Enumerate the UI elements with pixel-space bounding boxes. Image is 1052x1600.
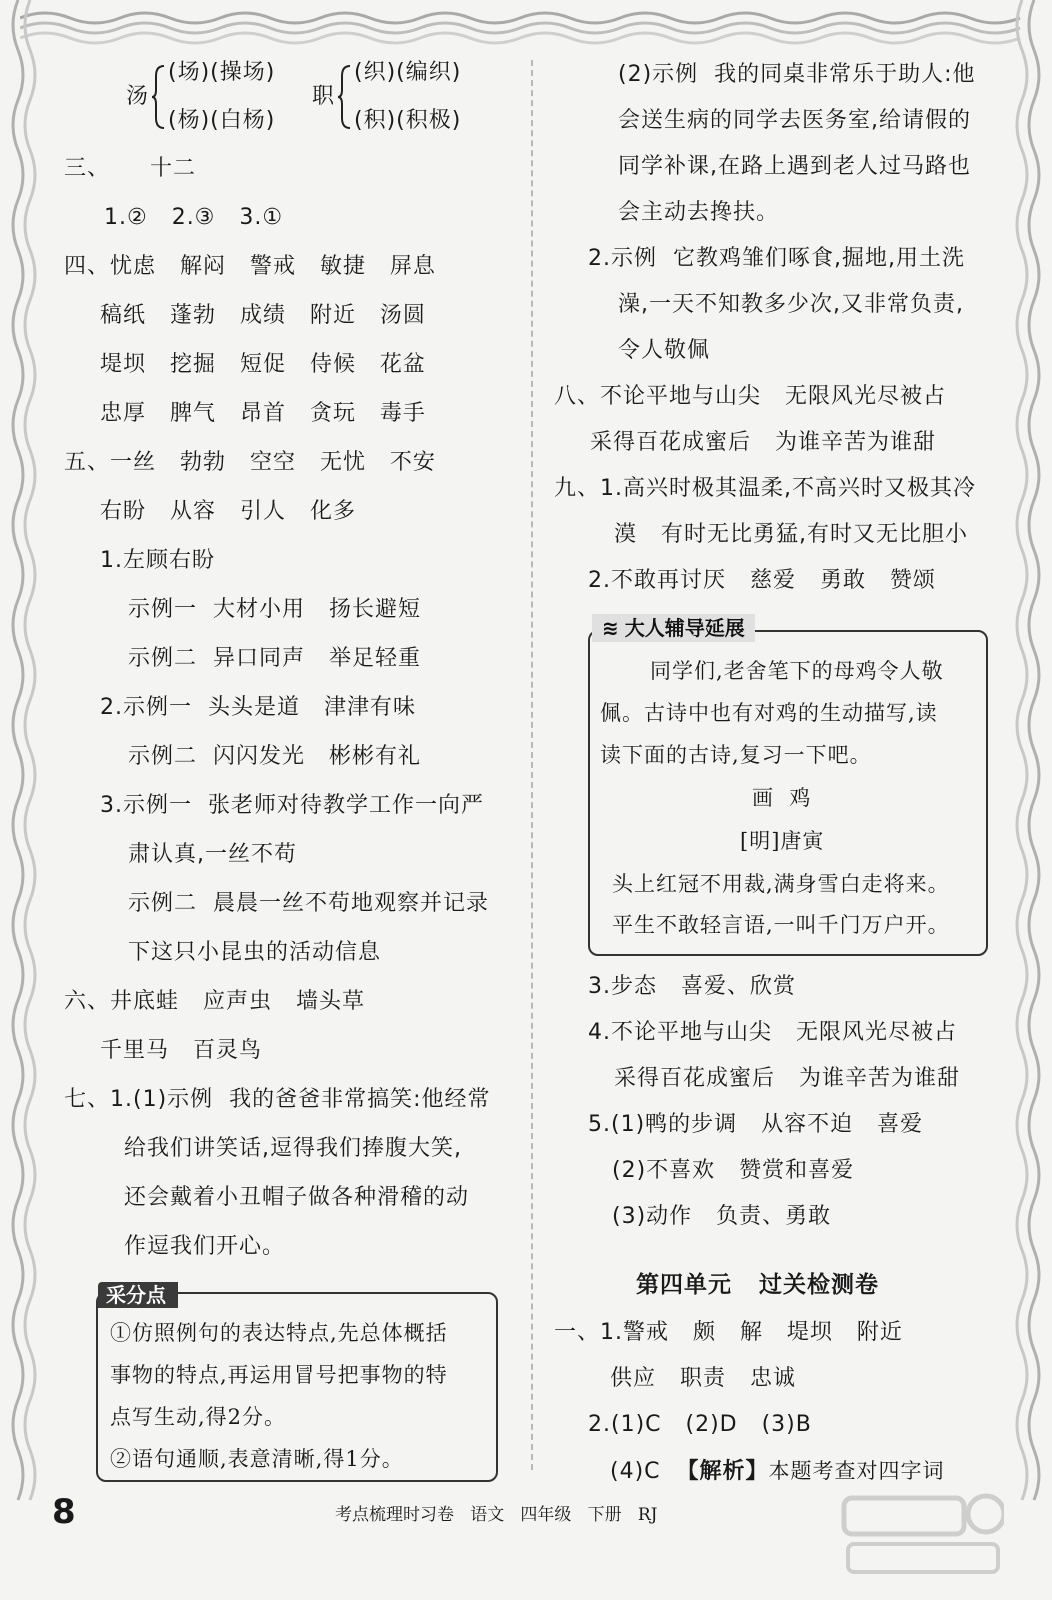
s5-line-9: 肃认真,一丝不苟 <box>128 842 297 867</box>
s5-line-8: 3.示例一 张老师对待教学工作一向严 <box>100 793 484 818</box>
unit-title: 第四单元 过关检测卷 <box>636 1272 880 1298</box>
extension-tag <box>592 614 755 642</box>
s7-line-4: 作逗我们开心。 <box>124 1234 286 1259</box>
s5-line-5: 示例二 异口同声 举足轻重 <box>128 646 421 671</box>
ext-line-3: 读下面的古诗,复习一下吧。 <box>600 743 872 767</box>
wavy-border-left <box>4 0 44 1520</box>
s4-line-3: 堤坝 挖掘 短促 侍候 花盆 <box>100 352 426 377</box>
r-line-2: 会送生病的同学去医务室,给请假的 <box>618 108 971 133</box>
r-line-16: 5.(1)鸭的步调 从容不迫 喜爱 <box>588 1112 924 1137</box>
score-line-1: ①仿照例句的表达特点,先总体概括 <box>110 1321 448 1345</box>
u-line-3: 2.(1)C (2)D (3)B <box>588 1412 812 1437</box>
wavy-border-right <box>1010 0 1046 1520</box>
tang-line-a: (场)(操场) <box>168 60 276 85</box>
s4-line-1: 四、忧虑 解闷 警戒 敏捷 屏息 <box>64 254 436 279</box>
r-line-7: 令人敬佩 <box>618 338 711 363</box>
u-line-2: 供应 职责 忠诚 <box>610 1366 796 1391</box>
s6-line-2: 千里马 百灵鸟 <box>100 1038 262 1063</box>
brace-zhi <box>338 64 352 130</box>
r-line-1: (2)示例 我的同桌非常乐于助人:他 <box>618 62 976 87</box>
u-line-4 <box>610 1456 945 1487</box>
s6-line-1: 六、井底蛙 应声虫 墙头草 <box>64 989 365 1014</box>
zhi-line-a: (织)(编织) <box>354 60 462 85</box>
r-line-15: 采得百花成蜜后 为谁辛苦为谁甜 <box>614 1066 960 1091</box>
wavy-border-top <box>20 6 1032 46</box>
s5-line-11: 下这只小昆虫的活动信息 <box>128 940 382 965</box>
r-line-12: 2.不敢再讨厌 慈爱 勇敢 赞颂 <box>588 568 936 593</box>
brace-tang <box>152 64 166 130</box>
ext-line-2: 佩。古诗中也有对鸡的生动描写,读 <box>600 701 938 725</box>
r-line-14: 4.不论平地与山尖 无限风光尽被占 <box>588 1020 957 1045</box>
s5-line-6: 2.示例一 头头是道 津津有味 <box>100 695 416 720</box>
r-line-17: (2)不喜欢 赞赏和喜爱 <box>612 1158 855 1183</box>
score-line-4: ②语句通顺,表意清晰,得1分。 <box>110 1447 404 1471</box>
poem-author: [明]唐寅 <box>740 829 825 853</box>
tang-line-b: (杨)(白杨) <box>168 108 276 133</box>
watermark-logo <box>838 1484 1004 1578</box>
score-line-3: 点写生动,得2分。 <box>110 1405 287 1429</box>
s3-choices: 1.② 2.③ 3.① <box>104 205 284 230</box>
column-divider <box>531 60 533 1470</box>
s5-line-4: 示例一 大材小用 扬长避短 <box>128 597 421 622</box>
score-points-tag: 采分点 <box>98 1282 178 1308</box>
s5-line-3: 1.左顾右盼 <box>100 548 215 573</box>
s5-line-2: 右盼 从容 引人 化多 <box>100 499 356 524</box>
analysis-text: 本题考查对四字词 <box>768 1459 945 1483</box>
s4-line-2: 稿纸 蓬勃 成绩 附近 汤圆 <box>100 303 426 328</box>
footer-text: 考点梳理时习卷 语文 四年级 下册 RJ <box>335 1505 658 1525</box>
char-zhi: 职 <box>312 84 336 109</box>
s7-line-3: 还会戴着小丑帽子做各种滑稽的动 <box>124 1185 470 1210</box>
r-line-10: 九、1.高兴时极其温柔,不高兴时又极其冷 <box>554 476 976 501</box>
page-number: 8 <box>52 1492 76 1532</box>
r-line-18: (3)动作 负责、勇敢 <box>612 1204 832 1229</box>
poem-line-1: 头上红冠不用裁,满身雪白走将来。 <box>612 872 950 896</box>
r-line-9: 采得百花成蜜后 为谁辛苦为谁甜 <box>590 430 936 455</box>
s7-line-1: 七、1.(1)示例 我的爸爸非常搞笑:他经常 <box>64 1087 491 1112</box>
char-tang: 汤 <box>126 84 150 109</box>
r-line-3: 同学补课,在路上遇到老人过马路也 <box>618 154 971 179</box>
r-line-8: 八、不论平地与山尖 无限风光尽被占 <box>554 384 946 409</box>
s3-title: 三、 <box>64 156 111 181</box>
score-line-2: 事物的特点,再运用冒号把事物的特 <box>110 1363 448 1387</box>
s5-line-7: 示例二 闪闪发光 彬彬有礼 <box>128 744 421 769</box>
u-line-4-answer: (4)C <box>610 1459 677 1484</box>
extension-tag-label: 大人辅导延展 <box>624 616 745 640</box>
s5-line-1: 五、一丝 勃勃 空空 无忧 不安 <box>64 450 436 475</box>
s3-answer: 十二 <box>150 156 197 181</box>
u-line-1: 一、1.警戒 颇 解 堤坝 附近 <box>554 1320 903 1345</box>
r-line-4: 会主动去搀扶。 <box>618 200 780 225</box>
r-line-13: 3.步态 喜爱、欣赏 <box>588 974 796 999</box>
s7-line-2: 给我们讲笑话,逗得我们捧腹大笑, <box>124 1136 462 1161</box>
r-line-6: 澡,一天不知教多少次,又非常负责, <box>618 292 964 317</box>
s5-line-10: 示例二 晨晨一丝不苟地观察并记录 <box>128 891 489 916</box>
s4-line-4: 忠厚 脾气 昂首 贪玩 毒手 <box>100 401 426 426</box>
r-line-11: 漠 有时无比勇猛,有时又无比胆小 <box>614 522 968 547</box>
analysis-label: 【解析】 <box>676 1459 769 1484</box>
zhi-line-b: (积)(积极) <box>354 108 462 133</box>
r-line-5: 2.示例 它教鸡雏们啄食,掘地,用土洗 <box>588 246 965 271</box>
ext-line-1: 同学们,老舍笔下的母鸡令人敬 <box>650 659 944 683</box>
wave-icon: ≋ <box>602 616 619 640</box>
poem-title: 画 鸡 <box>752 786 812 810</box>
poem-line-2: 平生不敢轻言语,一叫千门万户开。 <box>612 913 950 937</box>
